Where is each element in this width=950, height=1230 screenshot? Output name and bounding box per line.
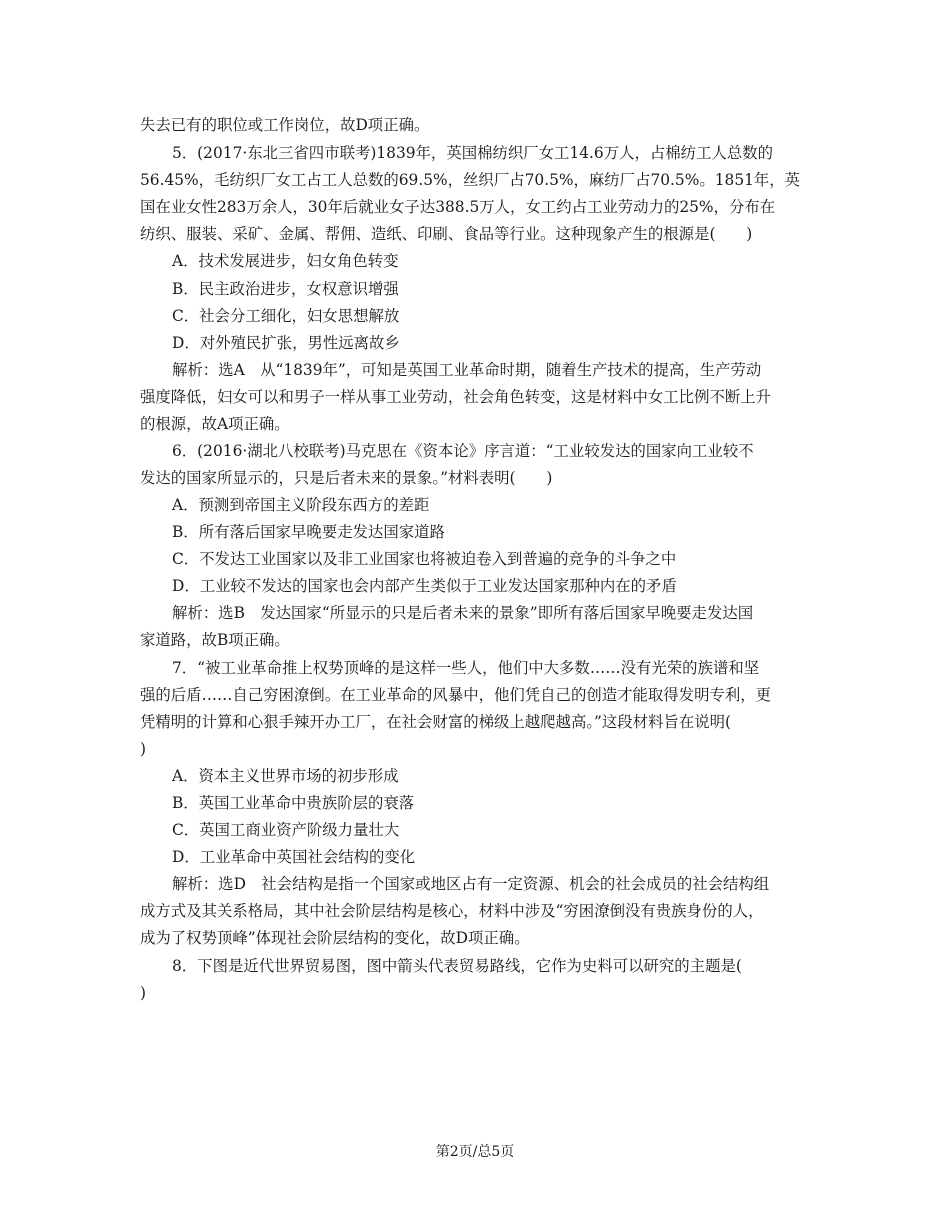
text-line: 的根源，故A项正确。 bbox=[140, 415, 290, 433]
analysis-5: 解析：选A 从“1839年”，可知是英国工业革命时期，随着生产技术的提高，生产劳动 bbox=[172, 361, 762, 379]
option-d: D．对外殖民扩张，男性远离故乡 bbox=[172, 334, 400, 352]
text-line: 失去已有的职位或工作岗位，故D项正确。 bbox=[140, 116, 430, 134]
text-line: 发达的国家所显示的，只是后者未来的景象。”材料表明( ) bbox=[140, 469, 553, 487]
text-line: 56.45%，毛纺织厂女工占工人总数的69.5%，丝织厂占70.5%，麻纺厂占70.5%。1851年，英 bbox=[140, 171, 801, 189]
text-line: 成为了权势顶峰”体现社会阶层结构的变化，故D项正确。 bbox=[140, 929, 530, 947]
analysis-7: 解析：选D 社会结构是指一个国家或地区占有一定资源、机会的社会成员的社会结构组 bbox=[172, 875, 770, 893]
option-c: C．不发达工业国家以及非工业国家也将被迫卷入到普遍的竞争的斗争之中 bbox=[172, 550, 677, 568]
text-line: 强的后盾……自己穷困潦倒。在工业革命的风暴中，他们凭自己的创造才能取得发明专利，更 bbox=[140, 686, 772, 704]
question-7-stem: 7．“被工业革命推上权势顶峰的是这样一些人，他们中大多数……没有光荣的族谱和坚 bbox=[172, 659, 760, 677]
option-d: D．工业较不发达的国家也会内部产生类似于工业发达国家那种内在的矛盾 bbox=[172, 577, 677, 595]
option-a: A．预测到帝国主义阶段东西方的差距 bbox=[172, 496, 430, 514]
text-line: 成方式及其关系格局，其中社会阶层结构是核心，材料中涉及“穷困潦倒没有贵族身份的人， bbox=[140, 902, 764, 920]
text-line: 国在业女性283万余人，30年后就业女子达388.5万人，女工约占工业劳动力的25%，分布在 bbox=[140, 198, 776, 216]
option-c: C．社会分工细化，妇女思想解放 bbox=[172, 307, 400, 325]
option-b: B．英国工业革命中贵族阶层的衰落 bbox=[172, 794, 415, 812]
text-line: 强度降低，妇女可以和男子一样从事工业劳动，社会角色转变，这是材料中女工比例不断上升 bbox=[140, 388, 772, 406]
option-a: A．资本主义世界市场的初步形成 bbox=[172, 767, 399, 785]
question-6-stem: 6．(2016·湖北八校联考)马克思在《资本论》序言道：“工业较发达的国家向工业较不 bbox=[172, 442, 754, 460]
text-line: ) bbox=[140, 984, 147, 1002]
text-line: 纺织、服装、采矿、金属、帮佣、造纸、印刷、食品等行业。这种现象产生的根源是( ) bbox=[140, 225, 753, 243]
option-b: B．所有落后国家早晚要走发达国家道路 bbox=[172, 523, 445, 541]
page-footer bbox=[0, 1142, 950, 1162]
text-line: 凭精明的计算和心狠手辣开办工厂，在社会财富的梯级上越爬越高。”这段材料旨在说明( bbox=[140, 713, 732, 731]
text-line: 家道路，故B项正确。 bbox=[140, 631, 290, 649]
option-a: A．技术发展进步，妇女角色转变 bbox=[172, 252, 399, 270]
option-c: C．英国工商业资产阶级力量壮大 bbox=[172, 821, 400, 839]
analysis-6: 解析：选B 发达国家“所显示的只是后者未来的景象”即所有落后国家早晚要走发达国 bbox=[172, 604, 754, 622]
option-d: D．工业革命中英国社会结构的变化 bbox=[172, 848, 416, 866]
text-line: ) bbox=[140, 740, 147, 758]
question-8-stem: 8．下图是近代世界贸易图，图中箭头代表贸易路线，它作为史料可以研究的主题是( bbox=[172, 957, 742, 975]
question-5-stem: 5．(2017·东北三省四市联考)1839年，英国棉纺织厂女工14.6万人，占棉纺工人总数的 bbox=[172, 144, 774, 162]
option-b: B．民主政治进步，女权意识增强 bbox=[172, 280, 399, 298]
page-number: 第2页/总5页 bbox=[435, 1144, 515, 1160]
